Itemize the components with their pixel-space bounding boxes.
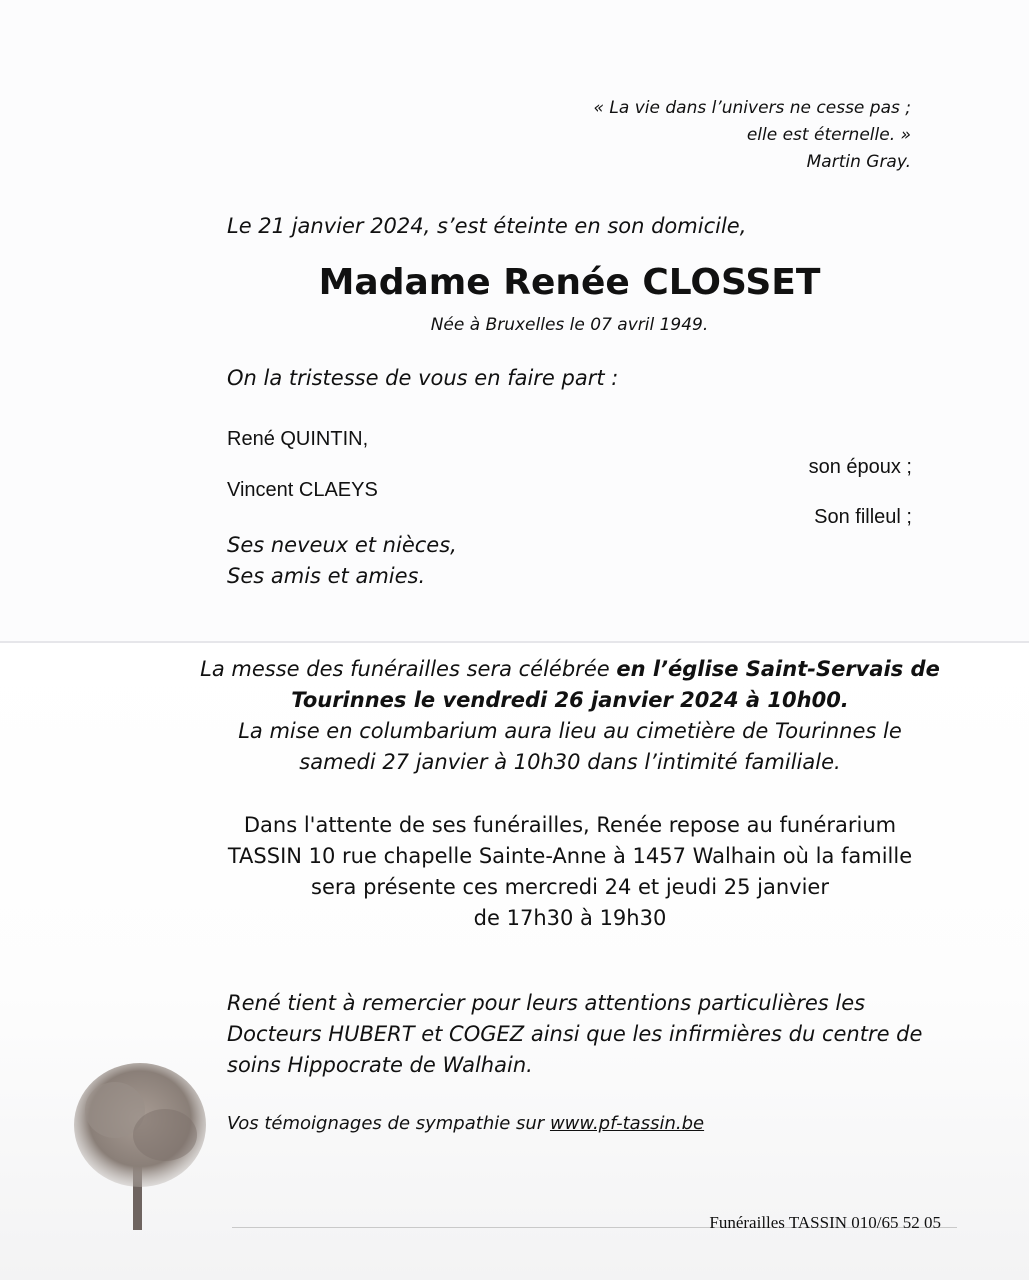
wake-line-4: de 17h30 à 19h30 [473, 906, 667, 930]
death-intro: Le 21 janvier 2024, s’est éteinte en son domicile, [227, 214, 747, 238]
quote-author: Martin Gray. [806, 152, 911, 172]
wake-line-1: Dans l'attente de ses funérailles, Renée repose au funérarium [243, 813, 897, 837]
thanks-paragraph [227, 988, 927, 1081]
family-member-name: Vincent CLAEYS [227, 479, 378, 501]
family-member-relation: son époux ; [808, 456, 912, 478]
tree-icon [55, 1050, 235, 1240]
family-member-relation: Son filleul ; [814, 506, 912, 528]
family-member-name: René QUINTIN, [227, 428, 369, 450]
quote-line-1: « La vie dans l’univers ne cesse pas ; [593, 98, 911, 118]
mass-date: Tourinnes le vendredi 26 janvier 2024 à 10h00. [291, 688, 849, 712]
wake-line-2: TASSIN 10 rue chapelle Sainte-Anne à 1457 Walhain où la famille [227, 844, 913, 868]
condolences-text: Vos témoignages de sympathie sur [227, 1113, 550, 1134]
thanks-line-2: Docteurs HUBERT et COGEZ ainsi que les infirmières du centre de [227, 1022, 923, 1046]
condolences-link[interactable]: www.pf-tassin.be [549, 1113, 705, 1134]
others-line-1: Ses neveux et nièces, [227, 533, 457, 557]
thanks-line-1: René tient à remercier pour leurs attentions particulières les [227, 991, 866, 1015]
epigraph-quote [411, 95, 911, 176]
mass-line-3: La mise en columbarium aura lieu au cimetière de Tourinnes le [238, 719, 902, 743]
mass-prefix: La messe des funérailles sera célébrée [200, 657, 617, 681]
quote-line-2: elle est éternelle. » [746, 125, 911, 145]
wake-line-3: sera présente ces mercredi 24 et jeudi 25 janvier [311, 875, 829, 899]
thanks-line-3: soins Hippocrate de Walhain. [227, 1053, 533, 1077]
others-line-2: Ses amis et amies. [227, 564, 426, 588]
mass-line-2 [200, 685, 940, 716]
other-mourners [227, 530, 457, 592]
fold-divider [0, 641, 1029, 643]
funeral-home-footer: Funérailles TASSIN 010/65 52 05 [709, 1213, 941, 1232]
condolences-line [227, 1113, 704, 1134]
funeral-mass-info [200, 654, 940, 778]
announcement-line: On la tristesse de vous en faire part : [227, 366, 619, 390]
mass-line-4: samedi 27 janvier à 10h30 dans l’intimité familiale. [299, 750, 841, 774]
mass-line-1 [200, 654, 940, 685]
birth-info: Née à Bruxelles le 07 avril 1949. [430, 315, 709, 335]
deceased-name: Madame Renée CLOSSET [318, 262, 821, 303]
funerarium-info [200, 810, 940, 934]
mass-church: en l’église Saint-Servais de [616, 657, 940, 681]
